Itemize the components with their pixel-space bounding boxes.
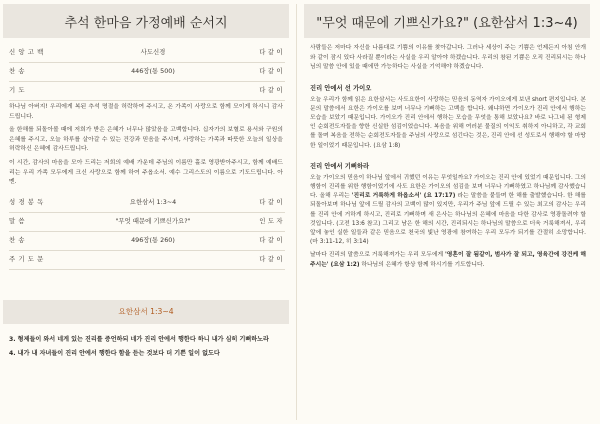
prayer-paragraph: 하나님 아버지! 우리에게 복된 추석 명절을 허락하여 주시고, 온 가족이 사랑으로 함께 모이게 하시니 감사 드립니다. [9, 104, 283, 120]
scripture-verse: 3. 형제들이 와서 네게 있는 진리를 증언하되 네가 진리 안에서 행한다 하니 내가 심히 기뻐하노라 [9, 335, 269, 343]
order-row-hymn [9, 63, 285, 82]
section-body-1: 오늘 우리가 함께 읽은 요한삼서는 사도요한이 사랑하는 믿음의 동역자 가이오에게 보낸 short 편지입니다. 본문의 말씀에서 요한은 가이오를 보며 너무나 기뻐하는 고백을 합니다. 왜냐하면 가이오가 진리 안에서 행하는 모습을 보았기 때문입니다. 가이오가 진리 안에서 행하는 모습을 무엇을 통해 보았나요? 바로 나그네 된 형제인 순회전도자들을 향한 신실한 섬김이었습니다. 복음을 위해 여러분 물질의 이익도 취하지 아니하고, 각 교회를 돌며 복음을 전하는 순회전도자들을 주님의 사랑으로 섬긴다는 것은, 진리 안에 선 성도로서 행해야 할 마땅한 일이었기 때문입니다. (요삼 1:8) [310, 96, 586, 149]
order-label: 주기도문 [9, 254, 47, 263]
order-row-lords-prayer [9, 251, 285, 270]
prayer-paragraph: 올 한해를 되돌아볼 때에 저희가 받은 은혜가 너무나 많았음을 고백합니다. 십자가의 보혈로 용서와 구원의 은혜를 주시고, 오늘 하루를 살아갈 수 있는 건강과 믿음을 주시며, 사랑하는 가족과 따뜻한 오늘의 일상을 허락하신 은혜에 감사드립니다. [9, 127, 283, 153]
order-label: 신앙고백 [9, 48, 47, 56]
order-response: 다같이 [259, 197, 285, 206]
sermon-intro: 사람들은 저마다 자신을 나름대로 기쁨의 이유를 찾아갑니다. 그러나 세상이 주는 기쁨은 언제든지 아침 안개와 같이 잠시 있다 사라질 뿐이라는 사실을 우리 알아야 하겠습니다. 우리의 참된 기쁨은 오직 진리되시는 하나님의 말씀 안에 있을 때에만 가능하다는 사실을 기억해야 하겠습니다. [310, 45, 586, 70]
order-label: 성경봉독 [9, 197, 47, 206]
order-detail: "무엇 때문에 기쁘신가요?" [115, 216, 191, 225]
order-row-prayer [9, 82, 285, 101]
service-order-list-2 [9, 194, 285, 270]
sermon-title: "무엇 때문에 기쁘신가요?" (요한삼서 1:3~4) [304, 4, 590, 38]
service-order-column [3, 0, 289, 424]
section-body-text: 날마다 진리의 말씀으로 거룩해져가는 우리 모두에게 [310, 252, 446, 259]
order-response: 다같이 [259, 67, 285, 75]
section-body-3 [310, 251, 586, 269]
order-response: 다같이 [259, 254, 285, 263]
order-label: 찬송 [9, 67, 28, 75]
order-response: 다같이 [259, 235, 285, 244]
order-label: 기도 [9, 86, 28, 94]
order-row-sermon [9, 213, 285, 232]
order-label: 찬송 [9, 235, 28, 244]
section-body-text: 라는 말씀을 붙들며 한 해를 출발했습니다. 한 해를 되돌아보며 하나님 앞에 드릴 감사의 고백이 많이 있지만, 우리가 주님 앞에 드릴 수 있는 최고의 감사는 우리를 진리 안에 거하게 하시고, 진리로 기뻐하며 새 은사는 하나님의 은혜에 마음을 다한 감사로 영광돌려야 할 것입니다. (고전 13:6 참고) 그리고 남은 한 해의 시간, 진리되시는 하나님의 말씀으로 더욱 거룩해져서, 우리 앞에 놓인 실한 일들과 같은 믿음으로 천국의 빛난 영광에 참여하는 우리 모두가 되기를 간절히 소망합니다. (마 3:11-12, 히 3:14) [310, 193, 586, 246]
order-row-hymn-2 [9, 232, 285, 251]
sermon-column [304, 0, 590, 424]
order-row-creed [9, 44, 285, 63]
order-detail: 요한삼서 1:3~4 [129, 197, 177, 206]
scripture-verse: 4. 내가 내 자녀들이 진리 안에서 행한다 함을 듣는 것보다 더 기쁜 일이 없도다 [9, 349, 220, 357]
section-body-emphasis: '진리로 거룩하게 하옵소서' (요 17:17) [351, 193, 456, 200]
order-response: 다같이 [259, 86, 285, 94]
section-body-2 [310, 174, 586, 248]
section-body-text: 오늘 가이오의 믿음이 하나님 앞에서 귀했던 이유는 무엇일까요? 가이오는 진리 안에 있었기 때문입니다. 그의 행함이 진리를 위한 행함이었기에 사도 요한은 가이오의 섬김을 보며 너무나 기뻐하였고 하나님께 감사했습니다. 올해 우리는 [310, 174, 586, 200]
scripture-reference-bar: 요한삼서 1:3~4 [3, 300, 289, 324]
scripture-text [9, 334, 283, 359]
section-heading-2: 진리 안에서 기뻐하라 [310, 162, 370, 170]
service-order-title: 추석 한마음 가정예배 순서지 [3, 4, 289, 38]
prayer-paragraph: 이 시간, 감사의 마음을 모아 드리는 저희의 예배 가운데 주님의 이름만 홀로 영광받아주시고, 함께 예배드리는 우리 가족 모두에게 크신 사랑으로 함께 하여 주옵소서. 예수 그리스도의 이름으로 기도드립니다. 아멘. [9, 159, 283, 186]
order-detail: 사도신경 [140, 48, 166, 56]
order-detail: 496장(통 260) [131, 235, 175, 244]
order-response: 인도자 [259, 216, 285, 225]
section-heading-1: 진리 안에서 선 가이오 [310, 84, 372, 92]
service-order-list [9, 44, 285, 101]
column-divider [296, 4, 297, 420]
section-body-text: 하나님의 은혜가 항상 함께 하시기를 기도합니다. [359, 261, 485, 268]
order-row-scripture [9, 194, 285, 213]
order-label: 말씀 [9, 216, 28, 225]
order-detail: 446장(통 500) [131, 67, 175, 75]
section-body-emphasis: '영혼이 잘 됨같이, 범사가 잘 되고, 영육간에 강건케 해 주시는' (요삼 1:2) [310, 252, 586, 268]
order-response: 다같이 [259, 48, 285, 56]
